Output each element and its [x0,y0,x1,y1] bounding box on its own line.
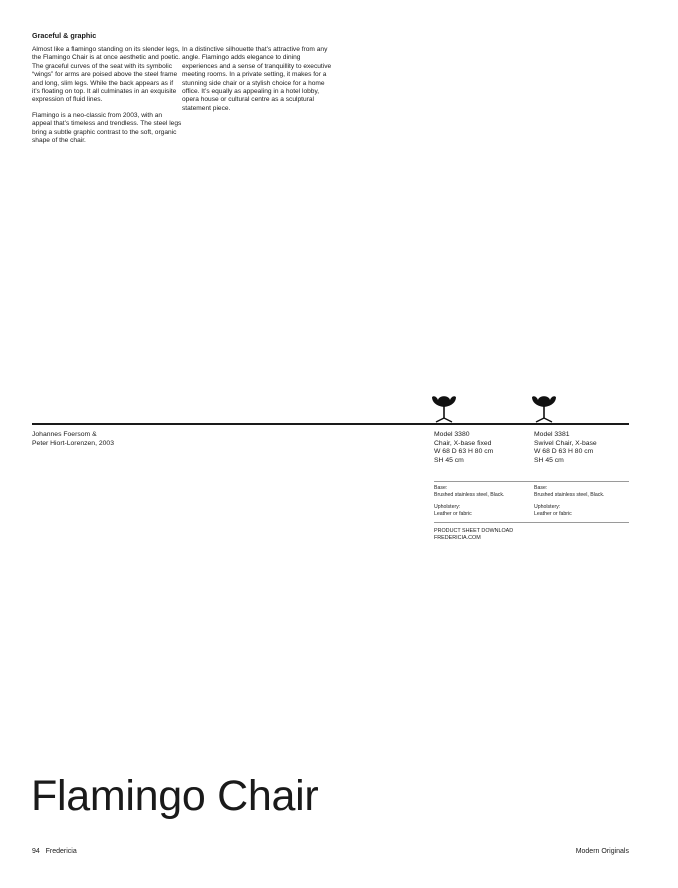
upholstery-label: Upholstery: [434,504,461,510]
chair-3380-icon [430,391,458,423]
model-type: Swivel Chair, X-base [534,439,597,447]
product-sheet-download[interactable] [434,528,513,542]
model-type: Chair, X-base fixed [434,439,492,447]
spec-divider [434,522,629,523]
model-name: Model 3380 [434,431,470,438]
model-3380-specs [434,431,529,465]
paragraph: Almost like a flamingo standing on its slender legs, the Flamingo Chair is at once aesthetic and poetic. The graceful curves of the seat with its symbolic “wings” for arms are poised above the steel frame and long, slim legs. While the back appears as if it’s floating on top. It all culminates in an exquisite expression of fluid lines. [32,46,181,104]
chair-3381-icon [530,391,558,423]
designer-line: Johannes Foersom & [32,431,97,438]
base-value: Brushed stainless steel, Black. [534,491,605,498]
model-seat-height: SH 45 cm [434,456,464,464]
footer-page-number: 94 Fredericia [32,848,77,855]
paragraph: Flamingo is a neo-classic from 2003, with an appeal that’s timeless and trendless. The steel legs bring a subtle graphic contrast to the soft, organic shape of the chair. [32,111,182,145]
spec-divider [434,481,629,482]
download-label[interactable]: PRODUCT SHEET DOWNLOAD [434,528,514,534]
model-dimensions: W 68 D 63 H 80 cm [534,448,594,456]
designer-line: Peter Hiort-Lorenzen, 2003 [32,439,114,447]
model-dimensions: W 68 D 63 H 80 cm [434,448,494,456]
page-title: Flamingo Chair [31,772,319,820]
base-label: Base: [534,485,548,491]
section-heading: Graceful & graphic [32,31,97,40]
upholstery-value: Leather or fabric [534,510,572,517]
text-column-left [32,46,182,152]
upholstery-label: Upholstery: [534,504,561,510]
main-divider [32,423,629,425]
footer-section: Modern Originals [575,848,629,855]
designer-credit [32,431,114,448]
upholstery-spec-3381 [534,504,572,518]
model-3381-specs [534,431,629,465]
upholstery-value: Leather or fabric [434,510,472,517]
text-column-right [182,46,332,120]
model-seat-height: SH 45 cm [534,456,564,464]
paragraph: In a distinctive silhouette that’s attractive from any angle. Flamingo adds elegance to dining experiences and a sense of tranquillity to executive meeting rooms. In a private setting, it makes for a stunning side chair or a stylish choice for a home office. It’s equally as appealing in a hotel lobby, opera house or cultural centre as a sculptural statement piece. [182,46,332,112]
download-link[interactable]: FREDERICIA.COM [434,535,481,541]
base-spec-3380 [434,485,504,499]
base-label: Base: [434,485,448,491]
base-spec-3381 [534,485,604,499]
upholstery-spec-3380 [434,504,472,518]
base-value: Brushed stainless steel, Black. [434,491,505,498]
model-name: Model 3381 [534,431,570,438]
